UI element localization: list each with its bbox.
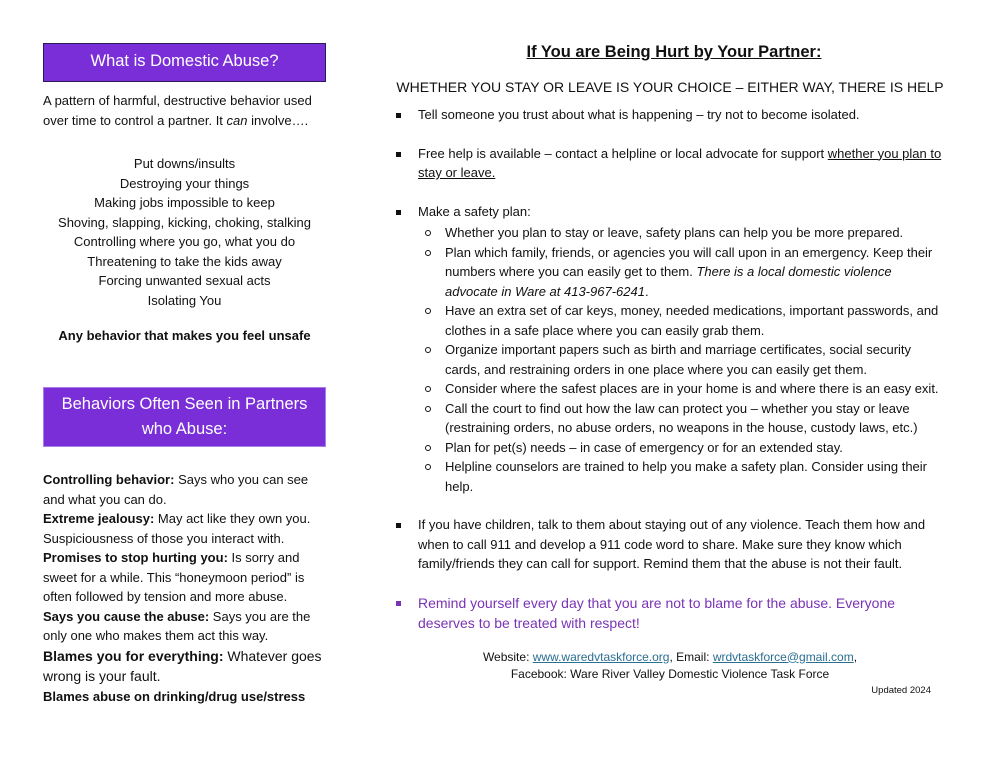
email-link[interactable]: wrdvtaskforce@gmail.com <box>712 649 854 664</box>
abuse-definition: A pattern of harmful, destructive behavior used over time to control a partner. It can involve…. <box>43 93 312 128</box>
sub-item: Call the court to find out how the law can protect you – whether you stay or leave (restraining orders, no abuse orders, no weapons in the house, custody laws, etc.) <box>418 399 944 438</box>
behaviors-heading: Behaviors Often Seen in Partners who Abuse: <box>61 395 308 438</box>
circle-bullet-icon <box>425 386 431 392</box>
bullet-icon <box>396 113 401 118</box>
bullet-icon <box>396 152 401 157</box>
abuse-examples-list <box>43 154 326 310</box>
sub-item: Organize important papers such as birth and marriage certificates, social security cards, and restraining orders in one place where you can easily get them. <box>418 340 944 379</box>
behavior-item: Promises to stop hurting you: Is sorry and sweet for a while. This “honeymoon period” is often followed by tension and more abuse. <box>43 550 305 604</box>
circle-bullet-icon <box>425 250 431 256</box>
list-item: Forcing unwanted sexual acts <box>98 273 271 288</box>
behavior-item: Says you cause the abuse: Says you are the only one who makes them act this way. <box>43 608 311 643</box>
behaviors-list <box>43 470 326 706</box>
advice-list <box>396 105 944 633</box>
circle-bullet-icon <box>425 406 431 412</box>
circle-bullet-icon <box>425 308 431 314</box>
choice-statement: WHETHER YOU STAY OR LEAVE IS YOUR CHOICE – EITHER WAY, THERE IS HELP <box>396 79 944 95</box>
bullet-icon <box>396 523 401 528</box>
circle-bullet-icon <box>425 464 431 470</box>
list-item: Free help is available – contact a helpline or local advocate for support whether you plan to stay or leave. <box>396 144 944 183</box>
sub-item: Consider where the safest places are in your home is and where there is an easy exit. <box>418 379 944 399</box>
list-item: Remind yourself every day that you are not to blame for the abuse. Everyone deserves to be treated with respect! <box>396 593 944 633</box>
list-item: Shoving, slapping, kicking, choking, stalking <box>58 214 311 230</box>
behaviors-heading-box <box>43 387 326 447</box>
right-column <box>396 43 944 696</box>
facebook-line: Facebook: Ware River Valley Domestic Violence Task Force <box>510 666 830 681</box>
sub-item: Helpline counselors are trained to help you make a safety plan. Consider using their help. <box>418 457 944 496</box>
behavior-item: Extreme jealousy: May act like they own you. Suspiciousness of those you interact with. <box>43 511 311 546</box>
behavior-item: Controlling behavior: Says who you can see and what you can do. <box>43 472 309 507</box>
list-item: Isolating You <box>147 292 222 308</box>
list-item: Put downs/insults <box>133 156 236 171</box>
list-item: If you have children, talk to them about staying out of any violence. Teach them how and when to call 911 and develop a 911 code word to share. Make sure they know which family/friends they can call for support. Remind them that the abuse is not their fault. <box>396 515 944 574</box>
contact-footer: Website: www.waredvtaskforce.org, Email: wrdvtaskforce@gmail.com, Facebook: Ware River Valley Domestic Violence Task Force <box>396 649 944 683</box>
bullet-icon <box>396 210 401 215</box>
circle-bullet-icon <box>425 230 431 236</box>
list-item: Making jobs impossible to keep <box>94 195 275 210</box>
bullet-icon <box>396 601 401 606</box>
sub-item: Plan for pet(s) needs – in case of emergency or for an extended stay. <box>418 438 944 458</box>
unsafe-behavior-note: Any behavior that makes you feel unsafe <box>58 328 311 343</box>
sub-item: Plan which family, friends, or agencies you will call upon in an emergency. Keep their numbers where you can easily get to them. There is a local domestic violence advocate in Ware at 413-967-6241. <box>418 243 944 302</box>
sub-item: Have an extra set of car keys, money, needed medications, important passwords, and clothes in a safe place where you can easily grab them. <box>418 301 944 340</box>
circle-bullet-icon <box>425 347 431 353</box>
updated-note: Updated 2024 <box>871 684 931 696</box>
sub-item: Whether you plan to stay or leave, safety plans can help you be more prepared. <box>418 223 944 243</box>
page-title: If You are Being Hurt by Your Partner: <box>526 43 822 61</box>
list-item: Threatening to take the kids away <box>87 253 282 269</box>
circle-bullet-icon <box>425 445 431 451</box>
safety-plan-list <box>418 223 944 496</box>
list-item: Destroying your things <box>119 175 250 191</box>
website-link[interactable]: www.waredvtaskforce.org <box>532 649 670 664</box>
list-item: Make a safety plan: Whether you plan to stay or leave, safety plans can help you be more prepared. Plan which family, friends, or agencies you will call upon in an emergency. Keep their numbers where you can easily get to them. There is a local domestic violence advocate in Ware at 413-967-6241. Have an extra set of car keys, money, needed medications, important passwords, and clothes in a safe place where you can easily grab them. Organize important papers such as birth and marriage certificates, social security cards, and restraining orders in one place where you can easily get them. Consider where the safest places are in your home is and where there is an easy exit. Call the court to find out how the law can protect you – whether you stay or leave (restraining orders, no abuse orders, no weapons in the house, custody laws, etc.) Plan for pet(s) needs – in case of emergency or for an extended stay. Helpline counselors are trained to help you make a safety plan. Consider using their help. <box>396 202 944 497</box>
behavior-item: Blames abuse on drinking/drug use/stress <box>43 688 306 704</box>
domestic-abuse-heading-box <box>43 43 326 82</box>
list-item: Controlling where you go, what you do <box>73 234 296 249</box>
left-column <box>43 43 326 706</box>
domestic-abuse-heading: What is Domestic Abuse? <box>90 52 279 70</box>
list-item: Tell someone you trust about what is happening – try not to become isolated. <box>396 105 944 125</box>
behavior-item: Blames you for everything: Whatever goes wrong is your fault. <box>43 647 322 684</box>
